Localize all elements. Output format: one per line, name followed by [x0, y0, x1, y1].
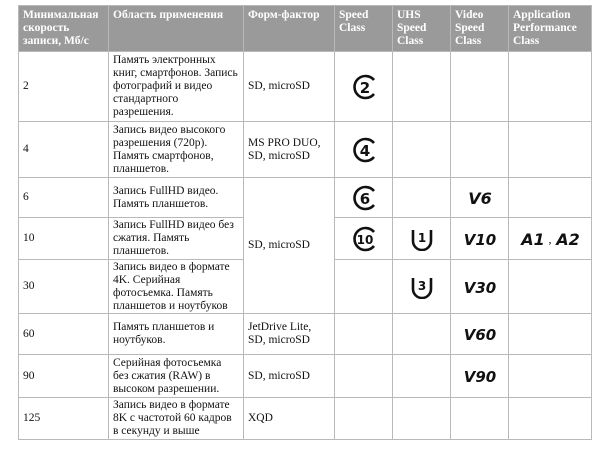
table-row	[19, 355, 592, 398]
app-class-cell	[509, 398, 592, 440]
form-factor-cell: MS PRO DUO, SD, microSD	[244, 122, 335, 178]
video-speed-class-v90-label: V90	[463, 368, 496, 386]
uhs-speed-class-3-label: 3	[417, 278, 426, 293]
video-speed-class-v10-icon	[460, 228, 500, 250]
app-class-cell	[509, 218, 592, 260]
header-row	[19, 6, 592, 52]
speed-class-6-label: 6	[359, 189, 370, 208]
form-factor-cell: XQD	[244, 398, 335, 440]
uhs-class-cell	[393, 398, 451, 440]
video-speed-class-v30-label: V30	[463, 278, 496, 297]
uhs-class-cell	[393, 355, 451, 398]
form-factor-cell: JetDrive Lite, SD, microSD	[244, 314, 335, 355]
speed-class-2-icon	[350, 74, 378, 100]
speed-class-6-icon	[350, 185, 378, 211]
video-class-cell	[451, 314, 509, 355]
uhs-speed-class-3-icon	[409, 275, 435, 299]
min-speed-cell: 30	[19, 260, 109, 314]
video-class-cell	[451, 260, 509, 314]
form-factor-cell: SD, microSD	[244, 52, 335, 122]
video-class-cell	[451, 178, 509, 218]
video-class-cell	[451, 355, 509, 398]
app-class-cell	[509, 122, 592, 178]
sd-card-class-table	[18, 5, 592, 440]
table-row	[19, 398, 592, 440]
area-cell: Серийная фотосъемка без сжатия (RAW) в высоком разрешении.	[109, 355, 244, 398]
app-class-separator: ,	[548, 231, 552, 246]
speed-class-2-label: 2	[359, 78, 370, 97]
app-performance-a1-icon	[520, 228, 546, 250]
min-speed-cell: 4	[19, 122, 109, 178]
speed-class-4-icon	[350, 137, 378, 163]
header-uhs-speed-class: UHS Speed Class	[393, 6, 451, 52]
video-speed-class-v30-icon	[460, 276, 500, 298]
video-class-cell	[451, 52, 509, 122]
video-speed-class-v10-label: V10	[463, 230, 496, 249]
speed-class-cell	[335, 260, 393, 314]
min-speed-cell: 90	[19, 355, 109, 398]
min-speed-cell: 125	[19, 398, 109, 440]
app-class-cell	[509, 52, 592, 122]
app-class-cell	[509, 178, 592, 218]
speed-class-cell	[335, 314, 393, 355]
app-class-cell	[509, 260, 592, 314]
uhs-class-cell	[393, 314, 451, 355]
table-row	[19, 122, 592, 178]
speed-class-cell	[335, 355, 393, 398]
app-performance-a1-label: A1	[520, 229, 545, 249]
form-factor-cell: SD, microSD	[244, 178, 335, 314]
speed-class-cell	[335, 218, 393, 260]
min-speed-cell: 10	[19, 218, 109, 260]
form-factor-cell: SD, microSD	[244, 355, 335, 398]
header-video-speed-class: Video Speed Class	[451, 6, 509, 52]
min-speed-cell: 60	[19, 314, 109, 355]
uhs-class-cell	[393, 122, 451, 178]
header-area: Область применения	[109, 6, 244, 52]
app-performance-a2-icon	[555, 228, 581, 250]
min-speed-cell: 6	[19, 178, 109, 218]
video-class-cell	[451, 398, 509, 440]
video-speed-class-v60-icon	[460, 323, 500, 345]
app-performance-a2-label: A2	[555, 229, 580, 249]
area-cell: Запись FullHD видео. Память планшетов.	[109, 178, 244, 218]
uhs-class-cell	[393, 178, 451, 218]
uhs-speed-class-1-label: 1	[417, 230, 426, 245]
min-speed-cell: 2	[19, 52, 109, 122]
table-row	[19, 314, 592, 355]
area-cell: Запись FullHD видео без сжатия. Память планшетов.	[109, 218, 244, 260]
speed-class-cell	[335, 122, 393, 178]
speed-class-10-label: 10	[356, 232, 373, 247]
video-speed-class-v90-icon	[460, 365, 500, 387]
header-form-factor: Форм-фактор	[244, 6, 335, 52]
table-row	[19, 52, 592, 122]
header-min-speed: Минимальная скорость записи, Мб/с	[19, 6, 109, 52]
header-app-performance-class: Application Performance Class	[509, 6, 592, 52]
header-speed-class: Speed Class	[335, 6, 393, 52]
table-row	[19, 178, 592, 218]
video-class-cell	[451, 218, 509, 260]
app-class-cell	[509, 355, 592, 398]
video-speed-class-v60-label: V60	[463, 326, 496, 344]
speed-class-4-label: 4	[359, 141, 370, 160]
uhs-class-cell	[393, 218, 451, 260]
app-class-cell	[509, 314, 592, 355]
uhs-class-cell	[393, 260, 451, 314]
area-cell: Память электронных книг, смартфонов. Запись фотографий и видео стандартного разрешения.	[109, 52, 244, 122]
video-speed-class-v6-icon	[463, 187, 497, 209]
area-cell: Запись видео высокого разрешения (720p). Память смартфонов, планшетов.	[109, 122, 244, 178]
speed-class-cell	[335, 52, 393, 122]
speed-class-cell	[335, 398, 393, 440]
area-cell: Память планшетов и ноутбуков.	[109, 314, 244, 355]
speed-class-cell	[335, 178, 393, 218]
video-speed-class-v6-label: V6	[467, 188, 492, 208]
uhs-speed-class-1-icon	[409, 227, 435, 251]
uhs-class-cell	[393, 52, 451, 122]
area-cell: Запись видео в формате 8K с частотой 60 кадров в секунду и выше	[109, 398, 244, 440]
app-performance-icons	[513, 228, 587, 250]
speed-class-10-icon	[349, 226, 379, 252]
area-cell: Запись видео в формате 4K. Серийная фотосъемка. Память планшетов и ноутбуков	[109, 260, 244, 314]
video-class-cell	[451, 122, 509, 178]
